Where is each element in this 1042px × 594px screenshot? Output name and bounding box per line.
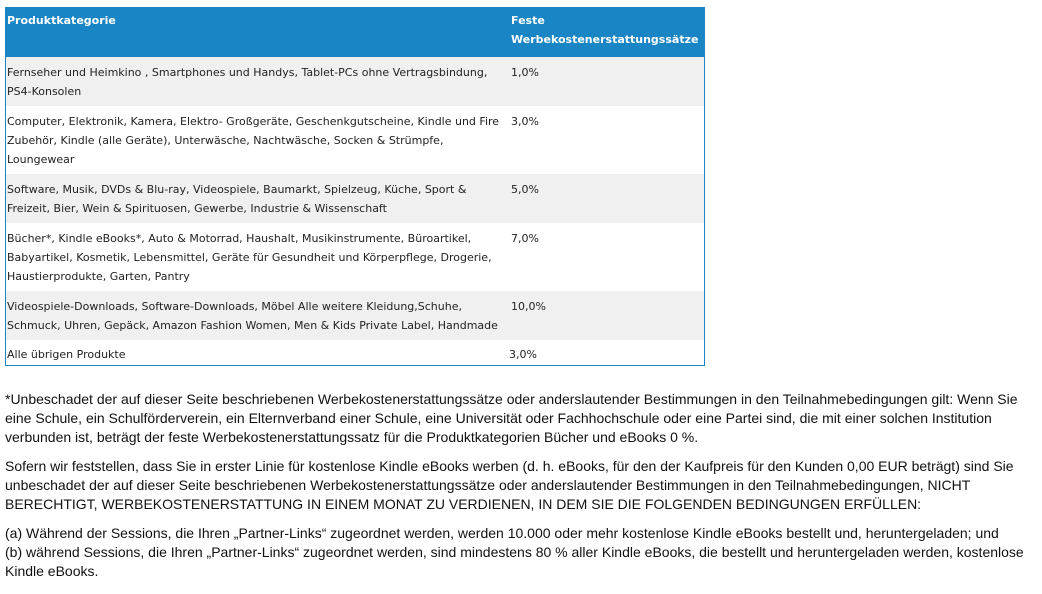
category-cell: Bücher*, Kindle eBooks*, Auto & Motorrad, Haushalt, Musikinstrumente, Büroartikel, Babyartikel, Kosmetik, Lebensmittel, Geräte für Gesundheit und Körperpflege, Drogerie, Haustierprodukte, Garten, Pantry [6,223,509,291]
kindle-paragraph: Sofern wir feststellen, dass Sie in erster Linie für kostenlose Kindle eBooks werben (d. h. eBooks, für den der Kaufpreis für den Kunden 0,00 EUR beträgt) sind Sie unbeschadet der auf dieser Seite beschriebenen Werbekostenerstattungssätze oder anderslautender Bestimmungen in den Teilnahmebedingungen, NICHT BERECHTIGT, WERBEKOSTENERSTATTUNG IN EINEM MONAT ZU VERDIENEN, IN DEM SIE DIE FOLGENDEN BEDINGUNGEN ERFÜLLEN: [5,458,1014,512]
category-cell: Computer, Elektronik, Kamera, Elektro- Großgeräte, Geschenkgutscheine, Kindle und Fire Zubehör, Kindle (alle Geräte), Unterwäsche, Nachtwäsche, Socken & Strümpfe, Loungewear [6,106,509,174]
rate-cell: 7,0% [508,223,705,291]
table-row [6,223,705,291]
category-cell: Fernseher und Heimkino , Smartphones und Handys, Tablet-PCs ohne Vertragsbindung, PS4-Konsolen [6,57,509,106]
table-row [6,57,705,106]
category-cell: Software, Musik, DVDs & Blu-ray, Videospiele, Baumarkt, Spielzeug, Küche, Sport & Freizeit, Bier, Wein & Spirituosen, Gewerbe, Industrie & Wissenschaft [6,174,509,223]
footnote-paragraph: *Unbeschadet der auf dieser Seite beschriebenen Werbekostenerstattungssätze oder anderslautender Bestimmungen in den Teilnahmebedingungen gilt: Wenn Sie eine Schule, ein Schulförderverein, ein Elternverband einer Schule, eine Universität oder Fachhochschule oder eine Partei sind, die mit einer solchen Institution verbunden ist, beträgt der feste Werbekostenerstattungssatz für die Produktkategorien Bücher und eBooks 0 %. [5,391,1018,445]
table-row [6,340,705,366]
condition-b: (b) während Sessions, die Ihren „Partner-Links“ zugeordnet werden, sind mindestens 80 % aller Kindle eBooks, die bestellt und heruntergeladen werden, kostenlose Kindle eBooks. [5,544,1024,579]
commission-rates-table [5,7,705,366]
rate-cell: 3,0% [508,106,705,174]
rate-cell: 1,0% [508,57,705,106]
rate-cell: 5,0% [508,174,705,223]
rate-cell: 10,0% [508,291,705,340]
category-cell: Videospiele-Downloads, Software-Downloads, Möbel Alle weitere Kleidung,Schuhe, Schmuck, Uhren, Gepäck, Amazon Fashion Women, Men & Kids Private Label, Handmade [6,291,509,340]
table-header-row [6,8,705,58]
category-cell: Alle übrigen Produkte [6,340,509,366]
table-row [6,174,705,223]
terms-notes [5,390,1040,581]
condition-a: (a) Während der Sessions, die Ihren „Partner-Links“ zugeordnet werden, werden 10.000 oder mehr kostenlose Kindle eBooks bestellt und, heruntergeladen; und [5,525,999,541]
table-row [6,106,705,174]
header-product-category: Produktkategorie [6,8,509,58]
header-rates: Feste Werbekostenerstattungssätze [508,8,705,58]
rate-cell: 3,0% [508,340,705,366]
table-row [6,291,705,340]
